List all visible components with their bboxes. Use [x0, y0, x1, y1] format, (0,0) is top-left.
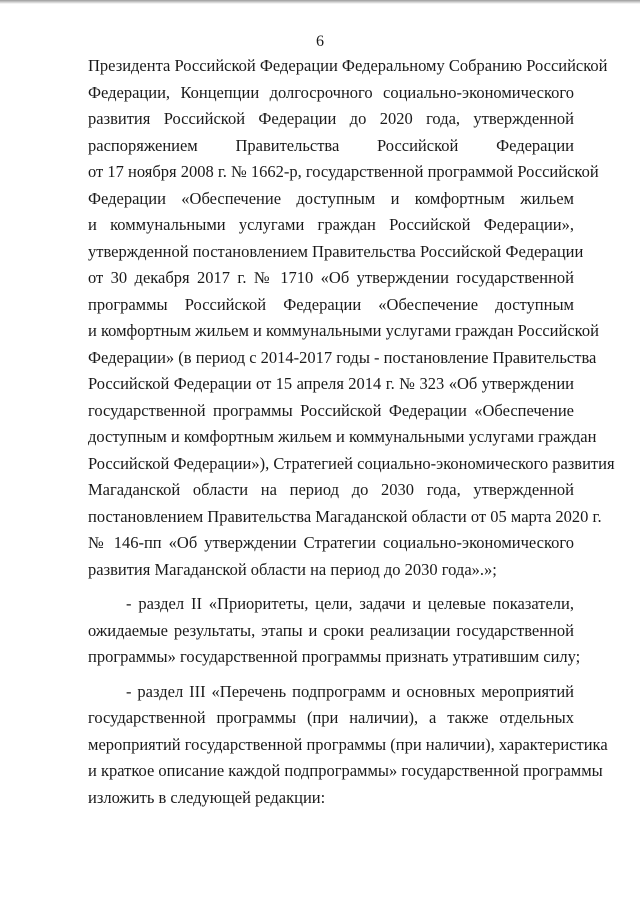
text-line: от 17 ноября 2008 г. № 1662-р, государственной программой Российской: [88, 162, 599, 181]
page-number: 6: [316, 33, 324, 50]
text-line: № 146-пп «Об утверждении Стратегии социально-экономического: [88, 533, 574, 552]
text-line: Президента Российской Федерации Федеральному Собранию Российской: [88, 56, 608, 75]
text-line: от 30 декабря 2017 г. № 1710 «Об утверждении государственной: [88, 268, 574, 287]
text-line: ожидаемые результаты, этапы и сроки реализации государственной: [88, 620, 574, 640]
paragraph-gap: [88, 583, 574, 591]
text-line: изложить в следующей редакции:: [88, 787, 326, 807]
paragraph-references: [88, 53, 615, 583]
text-line: программы Российской Федерации «Обеспечение доступным: [88, 294, 574, 314]
text-line: мероприятий государственной программы (при наличии), характеристика: [88, 734, 608, 754]
paragraph-section-ii: [88, 591, 581, 671]
text-line: распоряжением Правительства Российской Федерации: [88, 135, 574, 155]
text-line: и коммунальными услугами граждан Российской Федерации»,: [88, 215, 574, 234]
text-line: доступным и комфортным жильем и коммунальными услугами граждан: [88, 427, 597, 446]
scan-top-edge: [0, 0, 640, 4]
text-line: - раздел II «Приоритеты, цели, задачи и целевые показатели,: [126, 594, 574, 613]
text-line: государственной программы (при наличии), а также отдельных: [88, 708, 574, 727]
text-line: Магаданской области на период до 2030 года, утвержденной: [88, 480, 574, 499]
text-line: Российской Федерации»), Стратегией социально-экономического развития: [88, 453, 615, 473]
text-line: программы» государственной программы признать утратившим силу;: [88, 647, 581, 666]
text-line: и комфортным жильем и коммунальными услугами граждан Российской: [88, 321, 599, 340]
text-line: Федерации, Концепции долгосрочного социально-экономического: [88, 82, 574, 102]
text-line: постановлением Правительства Магаданской области от 05 марта 2020 г.: [88, 506, 602, 526]
text-line: Федерации «Обеспечение доступным и комфортным жильем: [88, 188, 574, 208]
text-line: государственной программы Российской Федерации «Обеспечение: [88, 400, 574, 420]
text-line: утвержденной постановлением Правительства Российской Федерации: [88, 241, 584, 261]
text-line: развития Магаданской области на период до 2030 года».»;: [88, 559, 497, 579]
paragraph-gap: [88, 671, 574, 679]
text-line: - раздел III «Перечень подпрограмм и основных мероприятий: [126, 681, 574, 701]
text-line: Российской Федерации от 15 апреля 2014 г. № 323 «Об утверждении: [88, 374, 574, 393]
text-line: Федерации» (в период с 2014-2017 годы - постановление Правительства: [88, 347, 597, 367]
paragraph-section-iii: [88, 679, 608, 812]
document-body: [88, 53, 615, 811]
text-line: развития Российской Федерации до 2020 года, утвержденной: [88, 109, 574, 128]
text-line: и краткое описание каждой подпрограммы» государственной программы: [88, 761, 603, 780]
